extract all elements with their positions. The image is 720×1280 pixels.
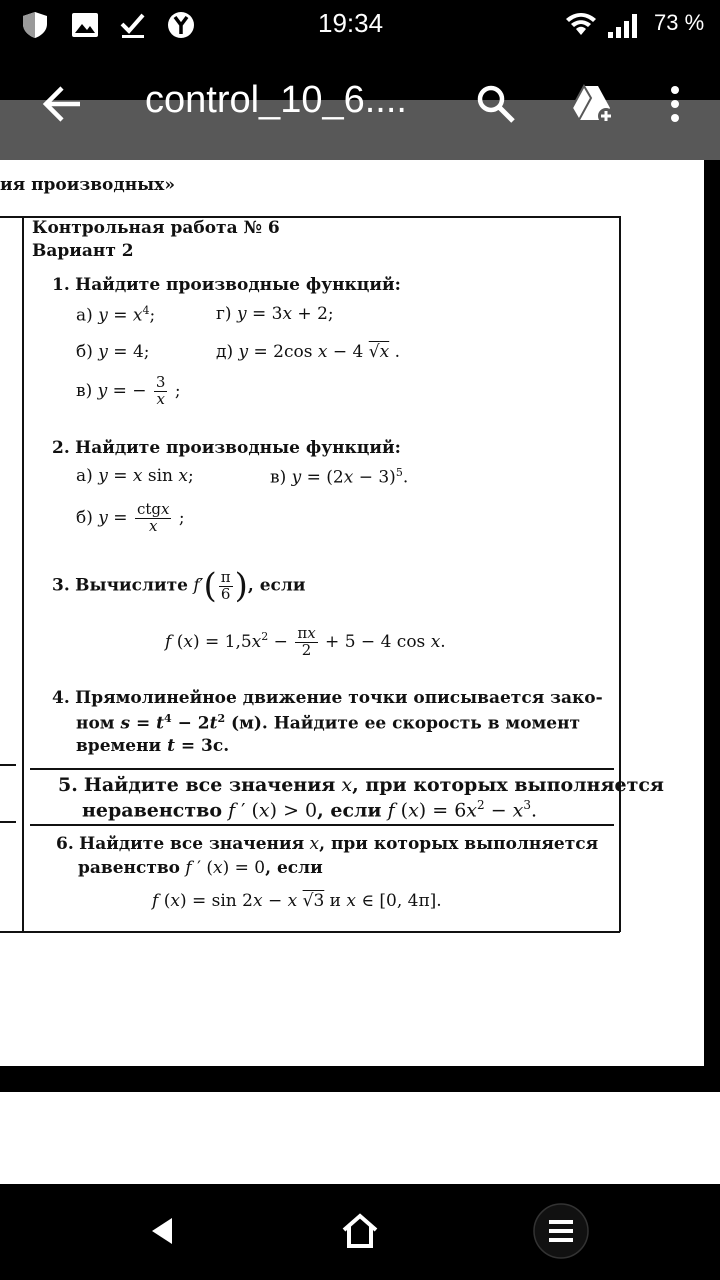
back-arrow-icon[interactable] <box>40 82 84 126</box>
signal-icon <box>606 10 642 40</box>
task6-and: и <box>329 891 342 911</box>
task5-text1b: , при которых выполняется <box>352 774 664 796</box>
task2-text: Найдите производные функций: <box>75 438 401 458</box>
task1-g-label: г) <box>216 304 232 324</box>
image-icon <box>70 10 100 40</box>
nav-back-icon[interactable] <box>146 1214 176 1248</box>
next-page[interactable] <box>0 1092 720 1184</box>
more-options-icon[interactable] <box>660 82 690 126</box>
task6-num: 6. <box>56 834 74 854</box>
task2-a: а) y = x sin x; <box>76 466 194 486</box>
task4-text2a: ном <box>76 713 115 734</box>
table-border-bottom <box>0 931 620 933</box>
search-icon[interactable] <box>474 82 518 126</box>
task4-text1: Прямолинейное движение точки описывается зако- <box>75 688 603 708</box>
download-done-icon <box>118 10 148 40</box>
document-title: control_10_6.... <box>145 79 407 121</box>
battery-percent: 73 % <box>654 10 705 35</box>
task6-text1: Найдите все значения <box>79 834 305 854</box>
task6-line1: 6. Найдите все значения x, при которых выполняется <box>56 834 599 854</box>
task1-d-label: д) <box>216 342 234 362</box>
task3-heading: 3. Вычислите f′( $\frac{\pi}{6}$ ), если <box>52 566 306 606</box>
task5-text2: неравенство <box>82 799 223 822</box>
task4-num: 4. <box>52 688 70 708</box>
work-title: Контрольная работа № 6 <box>32 218 280 238</box>
page-side-gap <box>704 160 720 1066</box>
task2-v: в) $y = (2x - 3)^5$. <box>270 466 409 488</box>
table-border-left <box>22 216 24 932</box>
task5-text1: Найдите все значения <box>83 774 336 796</box>
task1-num: 1. <box>52 275 70 295</box>
task1-v-label: в) <box>76 380 93 401</box>
add-to-drive-icon[interactable] <box>568 82 616 126</box>
task3-num: 3. <box>52 575 70 596</box>
task1-v: в) y = − $\frac{3}{x}$ ; <box>76 373 181 408</box>
status-bar <box>0 0 720 52</box>
task5-line2: неравенство f ′ (x) > 0, если f $(x) = 6x^2 - x^3$. <box>82 798 538 822</box>
task2-b-label: б) <box>76 507 93 528</box>
task5-rule-top <box>30 768 614 770</box>
task2-a-label: а) <box>76 466 93 486</box>
task4-line3: времени t = 3с. <box>76 736 230 756</box>
task1-a-label: а) <box>76 305 93 326</box>
task2-heading <box>52 438 401 458</box>
app-y-icon <box>166 10 196 40</box>
task3-cond: , если <box>247 575 306 596</box>
task3-text: Вычислите <box>75 575 188 596</box>
task1-text: Найдите производные функций: <box>75 275 401 295</box>
margin-mark-1 <box>0 764 16 766</box>
table-border-right <box>619 216 621 932</box>
task1-g: г) y = 3x + 2; <box>216 304 334 324</box>
task6-text2: равенство <box>78 858 181 878</box>
task4-line2: ном $s = t^4 - 2t^2$ (м). Найдите ее скорость в момент <box>76 712 581 734</box>
task1-a: а) $y = x^4$; <box>76 304 156 326</box>
document-page[interactable] <box>0 160 704 1066</box>
nav-home-icon[interactable] <box>340 1212 380 1250</box>
navigation-bar <box>0 1184 720 1280</box>
task5-line1: 5. Найдите все значения x, при которых выполняется <box>58 774 664 796</box>
task1-b: б) y = 4; <box>76 342 150 362</box>
task5-rule-bottom <box>30 824 614 826</box>
task6-text2b: , если <box>265 858 323 878</box>
task4-text2b: (м). Найдите ее скорость в момент <box>231 713 581 734</box>
variant-label: Вариант 2 <box>32 241 134 261</box>
task5-text2b: , если <box>317 799 382 822</box>
task2-v-label: в) <box>270 467 287 488</box>
task6-formula: f (x) = sin 2x − x √3 и x ∈ [0, 4π]. <box>152 891 442 911</box>
task5-num: 5. <box>58 774 78 796</box>
task3-formula: f $(x) = 1,5x^2$ − $\frac{\pi x}{2}$ + 5 − 4 cos x. <box>165 624 446 659</box>
nav-menu-icon[interactable] <box>528 1202 594 1260</box>
task1-heading <box>52 275 401 295</box>
task4-text3: времени <box>76 736 162 756</box>
task1-b-label: б) <box>76 342 93 362</box>
shield-icon <box>20 10 50 40</box>
margin-mark-2 <box>0 821 16 823</box>
page-gap <box>0 1066 720 1092</box>
clock: 19:34 <box>318 8 384 38</box>
task4-line1 <box>52 688 603 708</box>
task6-line2: равенство f ′ (x) = 0, если <box>78 858 323 878</box>
task6-text1b: , при которых выполняется <box>319 834 599 854</box>
wifi-icon <box>564 10 598 40</box>
task1-d: д) y = 2cos x − 4 √x . <box>216 342 401 362</box>
task2-num: 2. <box>52 438 70 458</box>
header-fragment: ия производных» <box>0 175 175 195</box>
task2-b: б) y = $\frac{\text{ctgx}}{x}$ ; <box>76 500 185 535</box>
